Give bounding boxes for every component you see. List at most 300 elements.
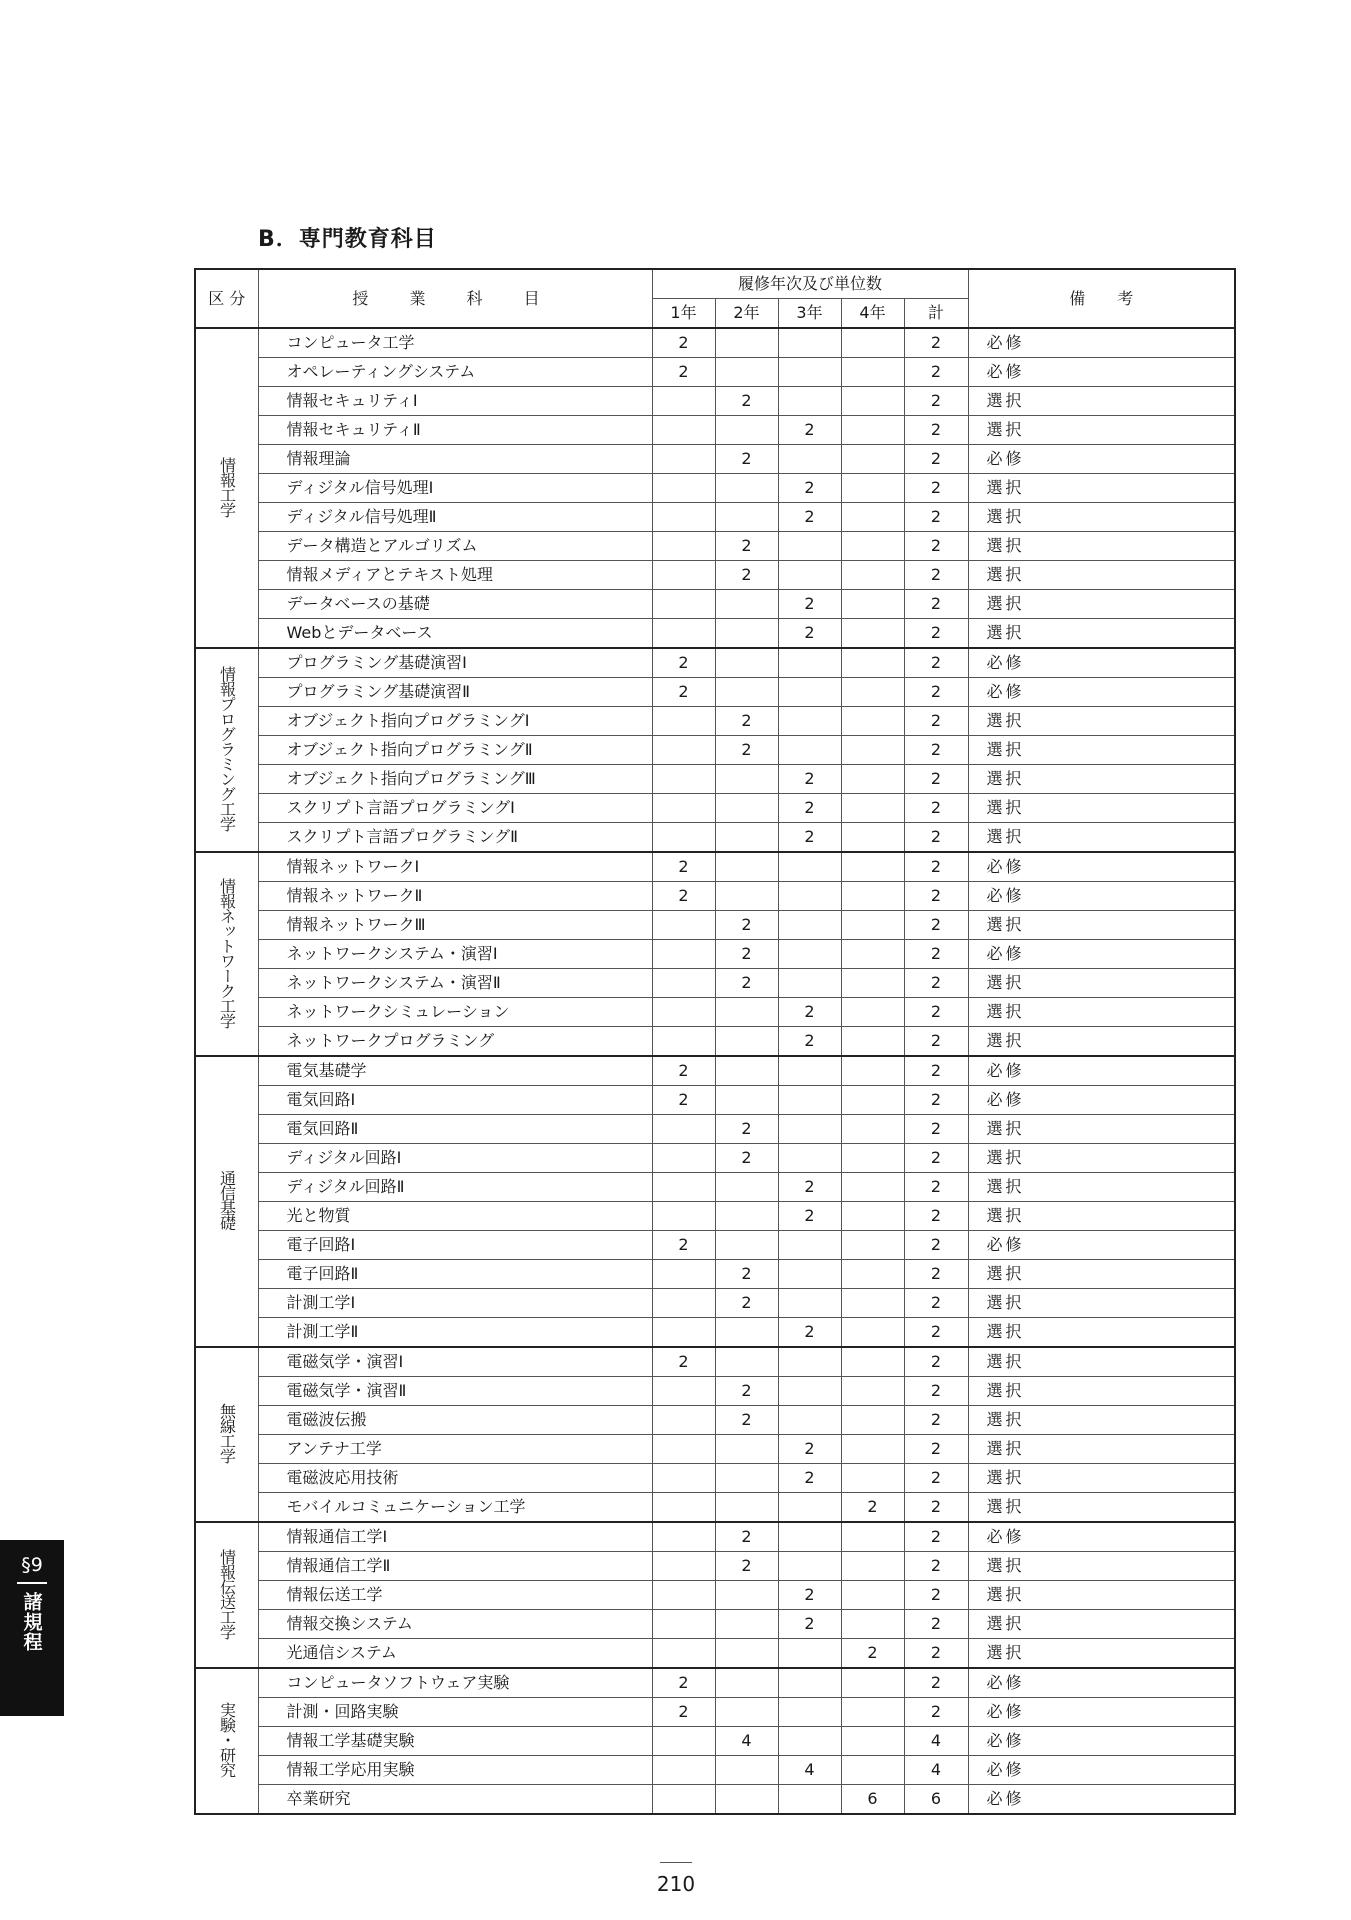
table-row [195, 940, 1235, 969]
remark-cell: 選択 [968, 1144, 1235, 1173]
credit-y1 [652, 969, 715, 998]
credit-y4 [841, 1552, 904, 1581]
credit-y3: 2 [778, 1464, 841, 1493]
credit-y4 [841, 678, 904, 707]
credit-y2: 2 [715, 445, 778, 474]
credit-y2 [715, 823, 778, 853]
credit-y1 [652, 1027, 715, 1057]
table-row [195, 678, 1235, 707]
credit-y3 [778, 1377, 841, 1406]
credit-y4 [841, 969, 904, 998]
credit-y1: 2 [652, 1698, 715, 1727]
credit-total: 2 [904, 445, 968, 474]
table-row [195, 736, 1235, 765]
credit-y4 [841, 590, 904, 619]
table-row [195, 1552, 1235, 1581]
credit-y4 [841, 648, 904, 678]
credit-y4 [841, 911, 904, 940]
credit-y4 [841, 1347, 904, 1377]
category-cell [195, 1668, 258, 1814]
credit-y2: 2 [715, 1522, 778, 1552]
credit-y2 [715, 358, 778, 387]
subject-name: ネットワークシステム・演習Ⅰ [258, 940, 652, 969]
credit-total: 2 [904, 1202, 968, 1231]
credit-y2: 2 [715, 1552, 778, 1581]
table-row [195, 1347, 1235, 1377]
credit-y4 [841, 736, 904, 765]
credit-y1: 2 [652, 1086, 715, 1115]
subject-name: 情報ネットワークⅠ [258, 852, 652, 882]
remark-cell: 必修 [968, 882, 1235, 911]
category-cell [195, 1056, 258, 1347]
credit-y4 [841, 1115, 904, 1144]
table-row [195, 1464, 1235, 1493]
remark-cell: 選択 [968, 1260, 1235, 1289]
remark-cell: 必修 [968, 358, 1235, 387]
credit-y2 [715, 1056, 778, 1086]
credit-y1 [652, 561, 715, 590]
credit-y4 [841, 882, 904, 911]
credit-total: 2 [904, 707, 968, 736]
credit-y1 [652, 1727, 715, 1756]
credit-y2 [715, 1610, 778, 1639]
credit-y3 [778, 1406, 841, 1435]
credit-y2 [715, 882, 778, 911]
credit-y4 [841, 852, 904, 882]
credit-y2 [715, 1173, 778, 1202]
credit-y1 [652, 1260, 715, 1289]
credit-y4 [841, 445, 904, 474]
table-row [195, 852, 1235, 882]
remark-cell: 選択 [968, 1406, 1235, 1435]
credit-y3 [778, 358, 841, 387]
subject-name: 電子回路Ⅰ [258, 1231, 652, 1260]
credit-y3: 2 [778, 1435, 841, 1464]
remark-cell: 選択 [968, 1493, 1235, 1523]
credit-y2 [715, 416, 778, 445]
credit-y3 [778, 940, 841, 969]
credit-y3 [778, 1289, 841, 1318]
table-row [195, 1581, 1235, 1610]
credit-total: 2 [904, 1347, 968, 1377]
remark-cell: 選択 [968, 474, 1235, 503]
credit-y3 [778, 969, 841, 998]
credit-y2: 2 [715, 707, 778, 736]
credit-total: 2 [904, 561, 968, 590]
credit-y4: 2 [841, 1493, 904, 1523]
subject-name: プログラミング基礎演習Ⅱ [258, 678, 652, 707]
remark-cell: 選択 [968, 1173, 1235, 1202]
remark-cell: 選択 [968, 1377, 1235, 1406]
credit-y2 [715, 1464, 778, 1493]
credit-y4 [841, 1056, 904, 1086]
credit-y3: 2 [778, 1027, 841, 1057]
credit-total: 2 [904, 940, 968, 969]
credit-y4 [841, 1610, 904, 1639]
remark-cell: 必修 [968, 1785, 1235, 1815]
subject-name: ディジタル回路Ⅱ [258, 1173, 652, 1202]
credit-y1: 2 [652, 882, 715, 911]
credit-y3 [778, 532, 841, 561]
subject-name: 電子回路Ⅱ [258, 1260, 652, 1289]
credit-y2 [715, 1668, 778, 1698]
subject-name: 情報メディアとテキスト処理 [258, 561, 652, 590]
credit-y4 [841, 1231, 904, 1260]
credit-y1 [652, 765, 715, 794]
credit-y1 [652, 1785, 715, 1815]
credit-y4: 6 [841, 1785, 904, 1815]
table-row [195, 358, 1235, 387]
credit-y3 [778, 1493, 841, 1523]
credit-y4 [841, 1173, 904, 1202]
remark-cell: 必修 [968, 1727, 1235, 1756]
table-row [195, 765, 1235, 794]
credit-y3: 2 [778, 1173, 841, 1202]
credit-y4 [841, 1377, 904, 1406]
credit-y4 [841, 823, 904, 853]
credit-y4 [841, 998, 904, 1027]
credit-y4 [841, 387, 904, 416]
table-row [195, 911, 1235, 940]
credit-y1 [652, 503, 715, 532]
credit-y3 [778, 1552, 841, 1581]
credit-y1: 2 [652, 1056, 715, 1086]
subject-name: Webとデータベース [258, 619, 652, 649]
credit-y2 [715, 1231, 778, 1260]
table-row [195, 823, 1235, 853]
credit-y3 [778, 1668, 841, 1698]
remark-cell: 必修 [968, 1231, 1235, 1260]
credit-total: 2 [904, 1260, 968, 1289]
table-row [195, 1698, 1235, 1727]
credit-y3: 2 [778, 619, 841, 649]
subject-name: 情報ネットワークⅡ [258, 882, 652, 911]
category-cell [195, 328, 258, 648]
credit-y4 [841, 416, 904, 445]
subject-name: 情報交換システム [258, 1610, 652, 1639]
credit-y3: 2 [778, 1581, 841, 1610]
category-label: 情報ネットワーク工学 [217, 877, 237, 1028]
remark-cell: 選択 [968, 736, 1235, 765]
credit-y2: 4 [715, 1727, 778, 1756]
subject-name: 情報伝送工学 [258, 1581, 652, 1610]
credit-total: 2 [904, 1435, 968, 1464]
header-subject: 授 業 科 目 [258, 269, 652, 328]
credit-total: 2 [904, 358, 968, 387]
subject-name: 電気回路Ⅰ [258, 1086, 652, 1115]
remark-cell: 必修 [968, 1756, 1235, 1785]
credit-y4 [841, 1727, 904, 1756]
credit-y1 [652, 823, 715, 853]
category-label: 通信基礎 [217, 1170, 237, 1230]
credit-y4 [841, 1522, 904, 1552]
credit-total: 2 [904, 387, 968, 416]
subject-name: コンピュータソフトウェア実験 [258, 1668, 652, 1698]
table-row [195, 1056, 1235, 1086]
credit-y2: 2 [715, 911, 778, 940]
credit-y2: 2 [715, 940, 778, 969]
credit-y2: 2 [715, 1406, 778, 1435]
table-row [195, 1522, 1235, 1552]
remark-cell: 選択 [968, 765, 1235, 794]
credit-y2: 2 [715, 532, 778, 561]
table-row [195, 1289, 1235, 1318]
table-row [195, 1231, 1235, 1260]
remark-cell: 必修 [968, 1522, 1235, 1552]
credit-y4 [841, 1202, 904, 1231]
credit-y1 [652, 1493, 715, 1523]
subject-name: 電磁波応用技術 [258, 1464, 652, 1493]
credit-y4 [841, 1260, 904, 1289]
category-cell [195, 648, 258, 852]
credit-y4 [841, 1698, 904, 1727]
credit-total: 2 [904, 852, 968, 882]
credit-total: 2 [904, 1318, 968, 1348]
credit-y3 [778, 648, 841, 678]
subject-name: ネットワークシミュレーション [258, 998, 652, 1027]
credit-total: 2 [904, 998, 968, 1027]
subject-name: 計測工学Ⅰ [258, 1289, 652, 1318]
credit-total: 2 [904, 1144, 968, 1173]
credit-y4 [841, 1668, 904, 1698]
subject-name: スクリプト言語プログラミングⅠ [258, 794, 652, 823]
remark-cell: 選択 [968, 503, 1235, 532]
side-tab-label: 諸規程 [20, 1592, 43, 1652]
table-row [195, 590, 1235, 619]
credit-y3: 2 [778, 998, 841, 1027]
credit-y4 [841, 474, 904, 503]
credit-total: 4 [904, 1727, 968, 1756]
credit-y1 [652, 1406, 715, 1435]
credit-y4 [841, 503, 904, 532]
credit-y1 [652, 1581, 715, 1610]
subject-name: 情報通信工学Ⅱ [258, 1552, 652, 1581]
credit-y1 [652, 1202, 715, 1231]
credit-y1: 2 [652, 648, 715, 678]
subject-name: ディジタル回路Ⅰ [258, 1144, 652, 1173]
subject-name: ディジタル信号処理Ⅱ [258, 503, 652, 532]
credit-y3: 4 [778, 1756, 841, 1785]
credit-total: 2 [904, 1552, 968, 1581]
section-title: B．専門教育科目 [258, 227, 437, 252]
category-label: 実験・研究 [217, 1702, 237, 1777]
curriculum-table [194, 268, 1236, 1815]
credit-y2: 2 [715, 1377, 778, 1406]
credit-y3: 2 [778, 503, 841, 532]
table-row [195, 1173, 1235, 1202]
category-label: 無線工学 [217, 1403, 237, 1463]
credit-y3: 2 [778, 765, 841, 794]
remark-cell: 選択 [968, 823, 1235, 853]
credit-total: 2 [904, 474, 968, 503]
credit-y4: 2 [841, 1639, 904, 1669]
table-row [195, 1377, 1235, 1406]
credit-y4 [841, 1464, 904, 1493]
credit-y4 [841, 1318, 904, 1348]
subject-name: 情報工学基礎実験 [258, 1727, 652, 1756]
credit-y4 [841, 532, 904, 561]
table-row [195, 707, 1235, 736]
remark-cell: 選択 [968, 1027, 1235, 1057]
credit-y1: 2 [652, 678, 715, 707]
credit-y1 [652, 707, 715, 736]
credit-y3: 2 [778, 1610, 841, 1639]
credit-y2 [715, 1581, 778, 1610]
credit-y4 [841, 765, 904, 794]
credit-y3: 2 [778, 794, 841, 823]
credit-total: 2 [904, 1610, 968, 1639]
credit-total: 2 [904, 416, 968, 445]
credit-y2 [715, 328, 778, 358]
credit-y3 [778, 1727, 841, 1756]
section-side-tab [0, 1540, 64, 1716]
table-row [195, 1785, 1235, 1815]
table-row [195, 794, 1235, 823]
credit-total: 2 [904, 1639, 968, 1669]
credit-total: 2 [904, 1056, 968, 1086]
remark-cell: 選択 [968, 1115, 1235, 1144]
credit-y1 [652, 1173, 715, 1202]
credit-y1 [652, 1756, 715, 1785]
credit-y3 [778, 852, 841, 882]
credit-total: 2 [904, 1289, 968, 1318]
credit-total: 2 [904, 882, 968, 911]
credit-y1 [652, 387, 715, 416]
credit-total: 2 [904, 1522, 968, 1552]
subject-name: 計測・回路実験 [258, 1698, 652, 1727]
credit-y3 [778, 1522, 841, 1552]
table-row [195, 1493, 1235, 1523]
credit-y3 [778, 1115, 841, 1144]
credit-y4 [841, 940, 904, 969]
remark-cell: 選択 [968, 561, 1235, 590]
subject-name: スクリプト言語プログラミングⅡ [258, 823, 652, 853]
table-row [195, 416, 1235, 445]
subject-name: 情報ネットワークⅢ [258, 911, 652, 940]
credit-y3 [778, 911, 841, 940]
credit-y1 [652, 532, 715, 561]
credit-total: 2 [904, 1493, 968, 1523]
remark-cell: 選択 [968, 1435, 1235, 1464]
credit-y2: 2 [715, 387, 778, 416]
credit-y2 [715, 1493, 778, 1523]
credit-total: 2 [904, 532, 968, 561]
subject-name: オペレーティングシステム [258, 358, 652, 387]
credit-y1 [652, 619, 715, 649]
credit-y3 [778, 1639, 841, 1669]
remark-cell: 必修 [968, 852, 1235, 882]
credit-y1 [652, 474, 715, 503]
curriculum-body [195, 328, 1235, 1814]
table-row [195, 1610, 1235, 1639]
credit-y2 [715, 852, 778, 882]
remark-cell: 選択 [968, 1347, 1235, 1377]
category-cell [195, 852, 258, 1056]
subject-name: 電磁気学・演習Ⅱ [258, 1377, 652, 1406]
credit-y4 [841, 707, 904, 736]
credit-y2 [715, 678, 778, 707]
credit-y1 [652, 590, 715, 619]
header-year-1: 1年 [652, 299, 715, 329]
credit-y3 [778, 328, 841, 358]
credit-y1 [652, 1610, 715, 1639]
table-row [195, 503, 1235, 532]
credit-total: 2 [904, 1027, 968, 1057]
category-cell [195, 1347, 258, 1522]
subject-name: 光通信システム [258, 1639, 652, 1669]
subject-name: 光と物質 [258, 1202, 652, 1231]
credit-y4 [841, 619, 904, 649]
credit-y2: 2 [715, 1115, 778, 1144]
credit-y2 [715, 648, 778, 678]
remark-cell: 選択 [968, 998, 1235, 1027]
credit-total: 2 [904, 1698, 968, 1727]
credit-y4 [841, 1435, 904, 1464]
credit-y1 [652, 1522, 715, 1552]
credit-y3 [778, 678, 841, 707]
credit-total: 2 [904, 1115, 968, 1144]
remark-cell: 選択 [968, 1552, 1235, 1581]
credit-y3 [778, 445, 841, 474]
credit-y2 [715, 503, 778, 532]
credit-total: 2 [904, 1086, 968, 1115]
subject-name: ネットワークシステム・演習Ⅱ [258, 969, 652, 998]
credit-y2 [715, 1318, 778, 1348]
credit-y4 [841, 1289, 904, 1318]
credit-y1: 2 [652, 1231, 715, 1260]
credit-y3: 2 [778, 590, 841, 619]
credit-y3: 2 [778, 474, 841, 503]
credit-y4 [841, 1756, 904, 1785]
table-row [195, 1668, 1235, 1698]
credit-y2 [715, 619, 778, 649]
remark-cell: 選択 [968, 416, 1235, 445]
credit-y1 [652, 736, 715, 765]
credit-y1 [652, 1377, 715, 1406]
category-cell [195, 1522, 258, 1668]
credit-y2: 2 [715, 969, 778, 998]
table-row [195, 1115, 1235, 1144]
credit-total: 2 [904, 765, 968, 794]
remark-cell: 選択 [968, 969, 1235, 998]
table-row [195, 445, 1235, 474]
subject-name: ディジタル信号処理Ⅰ [258, 474, 652, 503]
remark-cell: 必修 [968, 1086, 1235, 1115]
credit-y3 [778, 736, 841, 765]
table-row [195, 1086, 1235, 1115]
credit-total: 2 [904, 1231, 968, 1260]
credit-total: 2 [904, 590, 968, 619]
header-category: 区 分 [195, 269, 258, 328]
subject-name: プログラミング基礎演習Ⅰ [258, 648, 652, 678]
table-row [195, 1318, 1235, 1348]
table-row [195, 648, 1235, 678]
remark-cell: 必修 [968, 940, 1235, 969]
table-row [195, 387, 1235, 416]
credit-y1 [652, 1552, 715, 1581]
credit-y3: 2 [778, 823, 841, 853]
credit-y3 [778, 1056, 841, 1086]
credit-y2 [715, 1435, 778, 1464]
credit-y3 [778, 1086, 841, 1115]
table-row [195, 532, 1235, 561]
remark-cell: 選択 [968, 619, 1235, 649]
credit-total: 2 [904, 1464, 968, 1493]
table-row [195, 619, 1235, 649]
table-row [195, 328, 1235, 358]
credit-y1: 2 [652, 1668, 715, 1698]
table-row [195, 1144, 1235, 1173]
